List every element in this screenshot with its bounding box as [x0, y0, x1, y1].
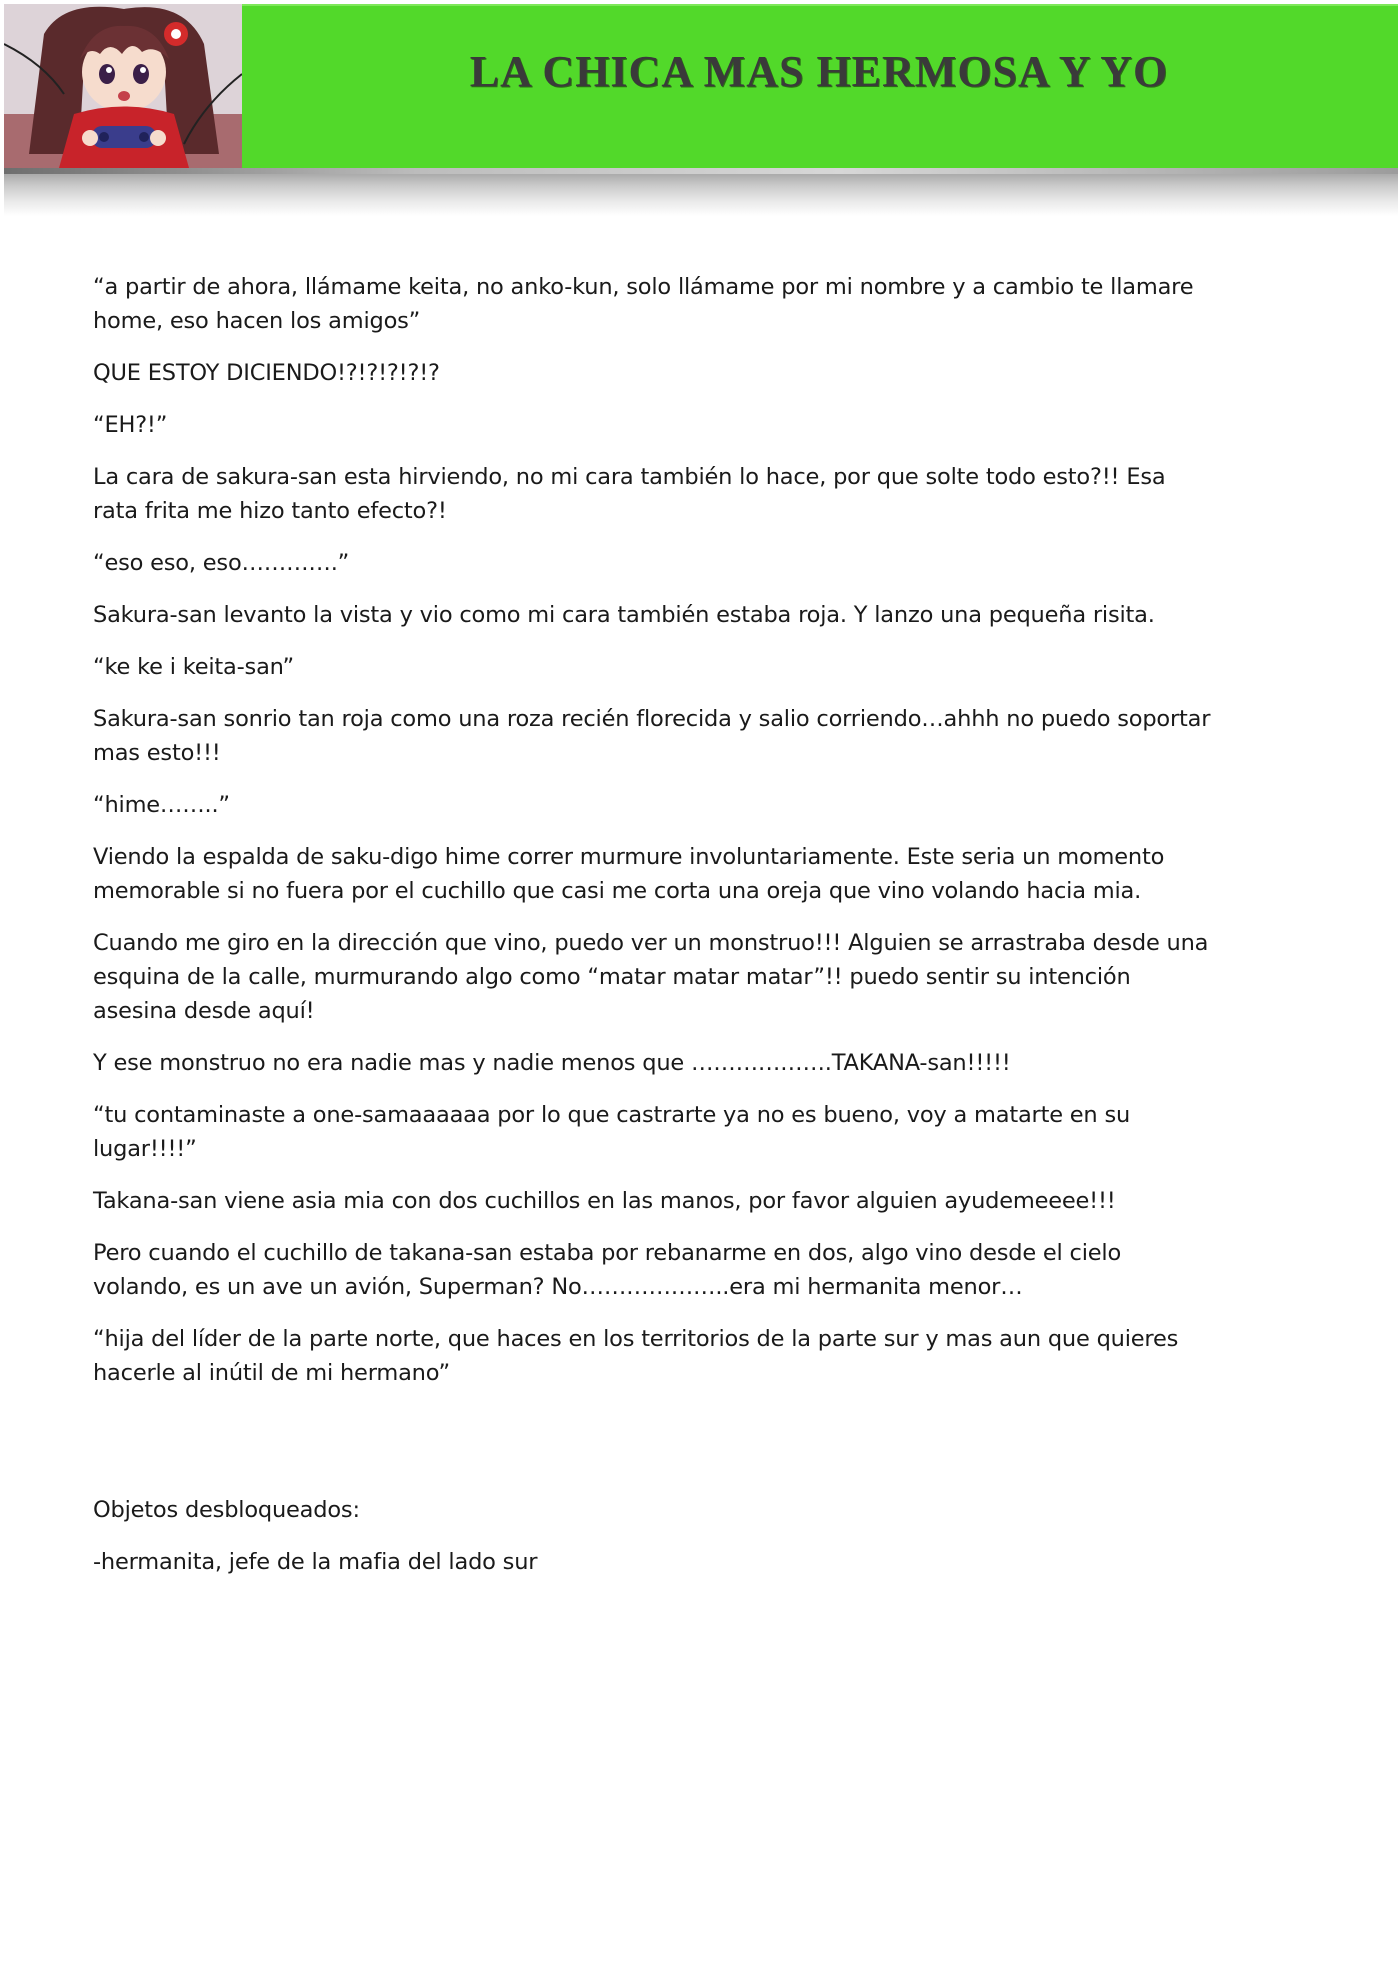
unlocked-section	[93, 1493, 1213, 1597]
paragraph: “tu contaminaste a one-samaaaaaa por lo que castrarte ya no es bueno, voy a matarte en su lugar!!!!”	[93, 1102, 1131, 1162]
paragraph: Pero cuando el cuchillo de takana-san estaba por rebanarme en dos, algo vino desde el cielo volando, es un ave un avión, Superman? No………………..era mi hermanita menor…	[93, 1240, 1122, 1300]
paragraph: La cara de sakura-san esta hirviendo, no mi cara también lo hace, por que solte todo esto?!! Esa rata frita me hizo tanto efecto?!	[93, 464, 1166, 524]
paragraph: Y ese monstruo no era nadie mas y nadie menos que ……………….TAKANA-san!!!!!	[93, 1050, 1011, 1076]
header-shadow	[4, 168, 1398, 216]
paragraph: Takana-san viene asia mia con dos cuchillos en las manos, por favor alguien ayudemeeee!!!	[93, 1188, 1116, 1214]
paragraph: Sakura-san levanto la vista y vio como mi cara también estaba roja. Y lanzo una pequeña risita.	[93, 602, 1155, 628]
paragraph: “ke ke i keita-san”	[93, 654, 294, 680]
paragraph: Viendo la espalda de saku-digo hime correr murmure involuntariamente. Este seria un momento memorable si no fuera por el cuchillo que casi me corta una oreja que vino volando hacia mia.	[93, 844, 1165, 904]
paragraph: Sakura-san sonrio tan roja como una roza recién florecida y salio corriendo…ahhh no puedo soportar mas esto!!!	[93, 706, 1211, 766]
paragraph: “EH?!”	[93, 412, 168, 438]
paragraph: QUE ESTOY DICIENDO!?!?!?!?!?	[93, 360, 440, 386]
paragraph: “hime……..”	[93, 792, 230, 818]
page-title: LA CHICA MAS HERMOSA Y YO	[469, 47, 1169, 96]
paragraph: “hija del líder de la parte norte, que haces en los territorios de la parte sur y mas aun que quieres hacerle al inútil de mi hermano”	[93, 1326, 1179, 1386]
anime-girl-with-gamepad-icon	[4, 4, 242, 168]
story-body	[93, 270, 1213, 1408]
paragraph: Cuando me giro en la dirección que vino, puedo ver un monstruo!!! Alguien se arrastraba desde una esquina de la calle, murmurando algo como “matar matar matar”!! puedo sentir su intención asesina desde aquí!	[93, 930, 1209, 1024]
unlocked-heading: Objetos desbloqueados:	[93, 1497, 360, 1523]
paragraph: “a partir de ahora, llámame keita, no anko-kun, solo llámame por mi nombre y a cambio te llamare home, eso hacen los amigos”	[93, 274, 1194, 334]
paragraph: “eso eso, eso………….”	[93, 550, 350, 576]
unlocked-item: -hermanita, jefe de la mafia del lado sur	[93, 1549, 538, 1575]
